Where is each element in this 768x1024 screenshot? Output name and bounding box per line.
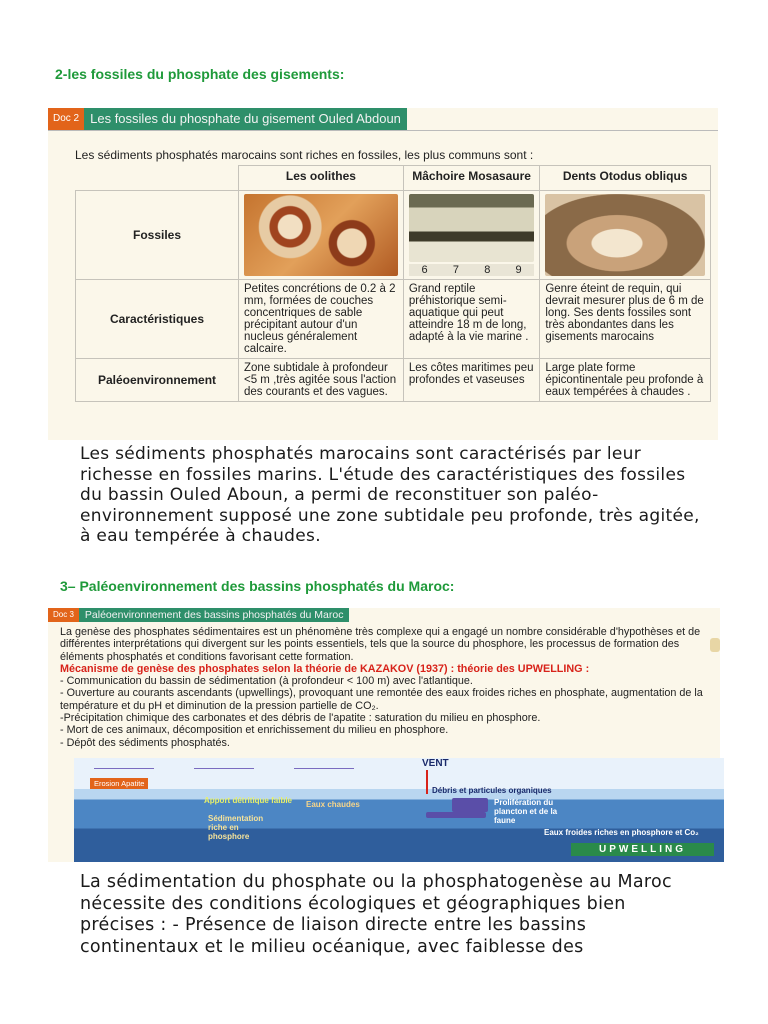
table-cell: Grand reptile préhistorique semi-aquatique qui peut atteindre 18 m de long, adapté à la vie marine . (403, 280, 539, 359)
table-cell: Zone subtidale à profondeur <5 m ,très agitée sous l'action des courants et des vagues. (239, 359, 404, 402)
upwelling-label: UPWELLING (571, 843, 714, 856)
arrow (194, 768, 254, 769)
mosasaure-jaw-photo (409, 194, 534, 262)
step-item: - Ouverture au courants ascendants (upwellings), provoquant une remontée des eaux froides riches en phosphate, augmentation de la température et du pH et diminution de la pression partielle de CO₂. (60, 687, 703, 712)
doc-number: Doc 2 (48, 108, 84, 130)
row-header: Caractéristiques (76, 280, 239, 359)
paragraph-summary: Les sédiments phosphatés marocains sont caractérisés par leur richesse en fossiles marins. L'étude des caractéristiques des fossiles du bassin Ouled Aboun, a permi de reconstituer son paléo-environnement supposé une zone subtidale peu profonde, très agitée, à eau tempérée à chaudes. (80, 444, 700, 546)
eaux-froides-label: Eaux froides riches en phosphore et Co₂ (544, 828, 699, 837)
section-heading: 3– Paléoenvironnement des bassins phosphatés du Maroc: (60, 578, 455, 594)
row-header: Paléoenvironnement (76, 359, 239, 402)
upwelling-diagram (74, 758, 724, 862)
doc-body (60, 626, 710, 749)
fossils-table (75, 165, 711, 402)
document-2-panel (48, 108, 718, 440)
table-cell: Genre éteint de requin, qui devrait mesurer plus de 6 m de long. Ses dents fossiles sont très abondantes dans les gisements marocains (540, 280, 711, 359)
column-header: Dents Otodus obliqus (540, 166, 711, 191)
divider (48, 130, 718, 131)
plankton-box (426, 812, 486, 818)
row-header: Fossiles (76, 191, 239, 280)
step-item: - Dépôt des sédiments phosphatés. (60, 736, 230, 749)
document-3-panel (48, 608, 720, 862)
doc-number: Doc 3 (48, 608, 79, 622)
plankton-box (452, 798, 488, 812)
scale-ruler: 6 7 8 9 (409, 264, 534, 276)
column-header: Mâchoire Mosasaure (403, 166, 539, 191)
doc-intro: La genèse des phosphates sédimentaires est un phénomène très complexe qui a engagé un nombre considérable d'hypothèses et de différentes interprétations qui divergent sur les points essentiels, tels que la source du phosphore, les processus de formation des éléments phosphatés et conditions favorisant cette formation. (60, 626, 701, 663)
step-item: - Mort de ces animaux, décomposition et enrichissement du milieu en phosphore. (60, 724, 449, 737)
vent-arrow (426, 770, 428, 794)
step-item: - Communication du bassin de sédimentation (à profondeur < 100 m) avec l'atlantique. (60, 675, 473, 688)
table-cell: Les côtes maritimes peu profondes et vaseuses (403, 359, 539, 402)
paragraph-conditions: La sédimentation du phosphate ou la phosphatogenèse au Maroc nécessite des conditions écologiques et géographiques bien précises : - Présence de liaison directe entre les bassins continentaux et le milieu océanique, avec faiblesse des (80, 872, 672, 957)
column-header: Les oolithes (239, 166, 404, 191)
doc-label (48, 608, 349, 622)
mechanism-title: Mécanisme de genèse des phosphates selon la théorie de KAZAKOV (1937) : théorie des UPWELLING : (60, 662, 590, 675)
oolithes-photo (244, 194, 398, 276)
arrow (294, 768, 354, 769)
debris-label: Débris et particules organiques (432, 786, 552, 795)
proliferation-label: Prolifération du plancton et de la faune (494, 798, 558, 825)
scroll-ornament (710, 638, 720, 652)
arrow (94, 768, 154, 769)
doc-intro: Les sédiments phosphatés marocains sont riches en fossiles, les plus communs sont : (75, 148, 534, 162)
otodus-tooth-photo (545, 194, 705, 276)
vent-label: VENT (422, 758, 449, 769)
apport-label: Apport détritique faible (204, 796, 292, 805)
sedimentation-label: Sédimentation riche en phosphore (208, 814, 264, 841)
table-cell: Petites concrétions de 0.2 à 2 mm, formées de couches concentriques de sable précipitant autour d'un nucleus généralement calcaire. (239, 280, 404, 359)
doc-title: Les fossiles du phosphate du gisement Ouled Abdoun (84, 108, 407, 130)
doc-label (48, 108, 407, 130)
step-item: -Précipitation chimique des carbonates et des débris de l'apatite : saturation du milieu en phosphore. (60, 712, 541, 725)
doc-title: Paléoenvironnement des bassins phosphatés du Maroc (79, 608, 350, 622)
table-cell: Large plate forme épicontinentale peu profonde à eaux tempérées à chaudes . (540, 359, 711, 402)
erosion-label: Erosion Apatite (90, 778, 148, 789)
section-heading: 2-les fossiles du phosphate des gisements: (55, 66, 345, 82)
eaux-chaudes-label: Eaux chaudes (306, 800, 360, 809)
